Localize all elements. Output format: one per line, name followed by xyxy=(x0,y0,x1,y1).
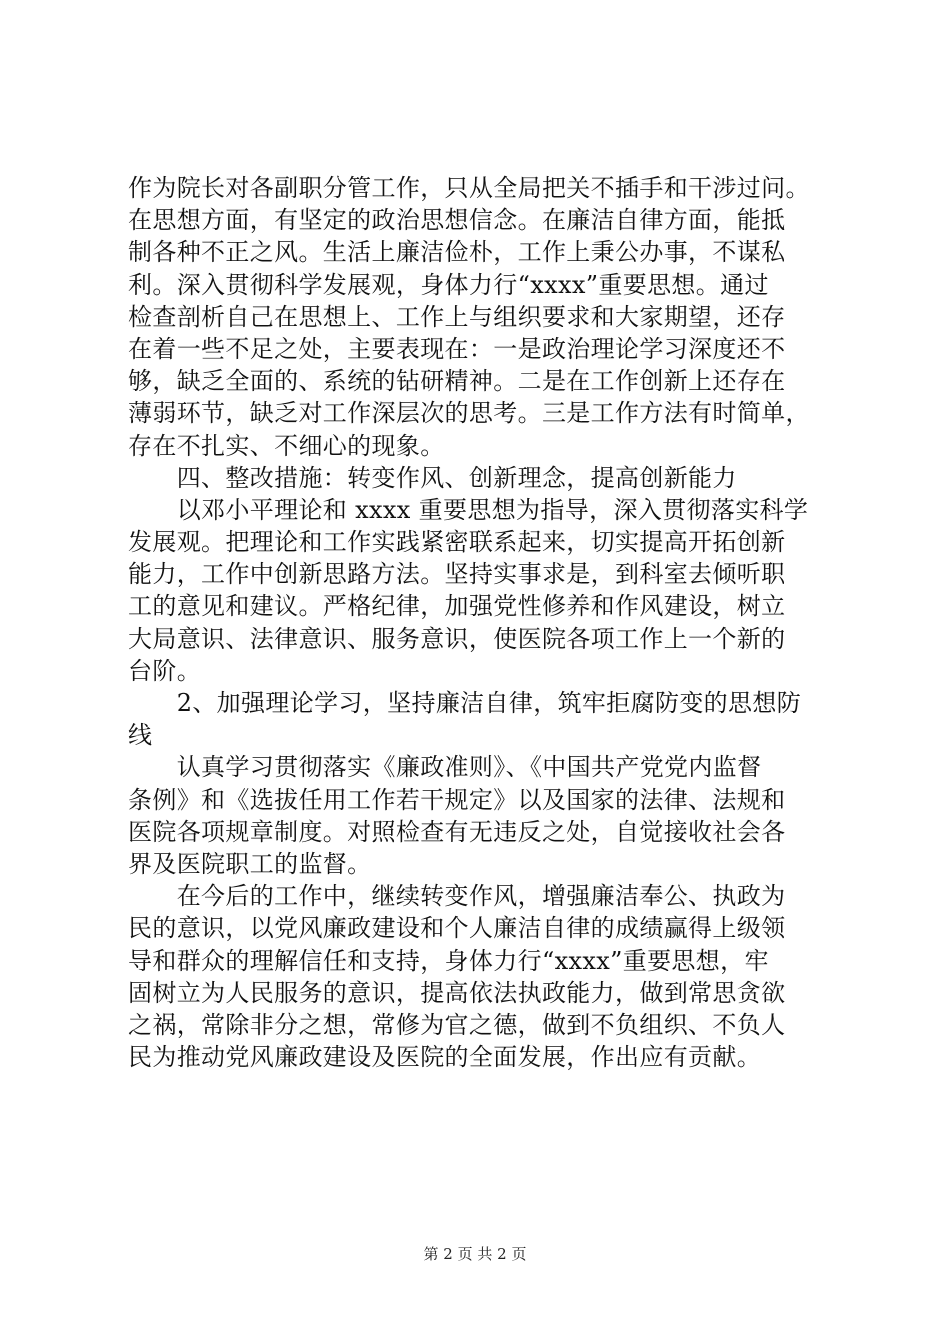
text-line: 医院各项规章制度。对照检查有无违反之处，自觉接收社会各 xyxy=(128,817,786,846)
text-line: 以邓小平理论和 xxxx 重要思想为指导，深入贯彻落实科学 xyxy=(128,495,809,524)
text-line: 条例》和《选拔任用工作若干规定》以及国家的法律、法规和 xyxy=(128,785,786,814)
text-line: 利。深入贯彻科学发展观，身体力行“xxxx”重要思想。通过 xyxy=(128,270,769,299)
text-line: 导和群众的理解信任和支持，身体力行“xxxx”重要思想，牢 xyxy=(128,946,769,975)
text-line: 制各种不正之风。生活上廉洁俭朴，工作上秉公办事，不谋私 xyxy=(128,238,786,267)
text-line: 在着一些不足之处，主要表现在：一是政治理论学习深度还不 xyxy=(128,334,786,363)
subsection-heading: 线 xyxy=(128,721,153,750)
text-line: 薄弱环节，缺乏对工作深层次的思考。三是工作方法有时简单， xyxy=(128,399,810,428)
text-line: 检查剖析自己在思想上、工作上与组织要求和大家期望，还存 xyxy=(128,302,786,331)
text-line: 发展观。把理论和工作实践紧密联系起来，切实提高开拓创新 xyxy=(128,528,786,557)
text-line: 存在不扎实、不细心的现象。 xyxy=(128,431,445,460)
page-number-footer: 第 2 页 共 2 页 xyxy=(423,1245,527,1263)
section-heading: 四、整改措施：转变作风、创新理念，提高创新能力 xyxy=(128,463,737,492)
text-line: 作为院长对各副职分管工作，只从全局把关不插手和干涉过问。 xyxy=(128,174,810,202)
text-line: 大局意识、法律意识、服务意识，使医院各项工作上一个新的 xyxy=(128,624,786,653)
text-line: 够，缺乏全面的、系统的钻研精神。二是在工作创新上还存在 xyxy=(128,367,786,396)
text-line: 民的意识，以党风廉政建设和个人廉洁自律的成绩赢得上级领 xyxy=(128,914,786,943)
text-line: 固树立为人民服务的意识，提高依法执政能力，做到常思贪欲 xyxy=(128,978,786,1007)
text-line: 工的意见和建议。严格纪律，加强党性修养和作风建设，树立 xyxy=(128,592,786,621)
text-line: 能力，工作中创新思路方法。坚持实事求是，到科室去倾听职 xyxy=(128,560,786,589)
text-line: 之祸，常除非分之想，常修为官之德，做到不负组织、不负人 xyxy=(128,1010,786,1039)
text-line: 台阶。 xyxy=(128,656,202,685)
body-text xyxy=(128,172,833,1073)
text-line: 界及医院职工的监督。 xyxy=(128,849,372,878)
text-line: 认真学习贯彻落实《廉政准则》、《中国共产党党内监督 xyxy=(128,753,762,782)
subsection-heading: 2、加强理论学习，坚持廉洁自律，筑牢拒腐防变的思想防 xyxy=(128,689,802,717)
text-line: 在思想方面，有坚定的政治思想信念。在廉洁自律方面，能抵 xyxy=(128,206,786,235)
text-line: 在今后的工作中，继续转变作风，增强廉洁奉公、执政为 xyxy=(128,882,786,911)
text-line: 民为推动党风廉政建设及医院的全面发展，作出应有贡献。 xyxy=(128,1043,762,1072)
